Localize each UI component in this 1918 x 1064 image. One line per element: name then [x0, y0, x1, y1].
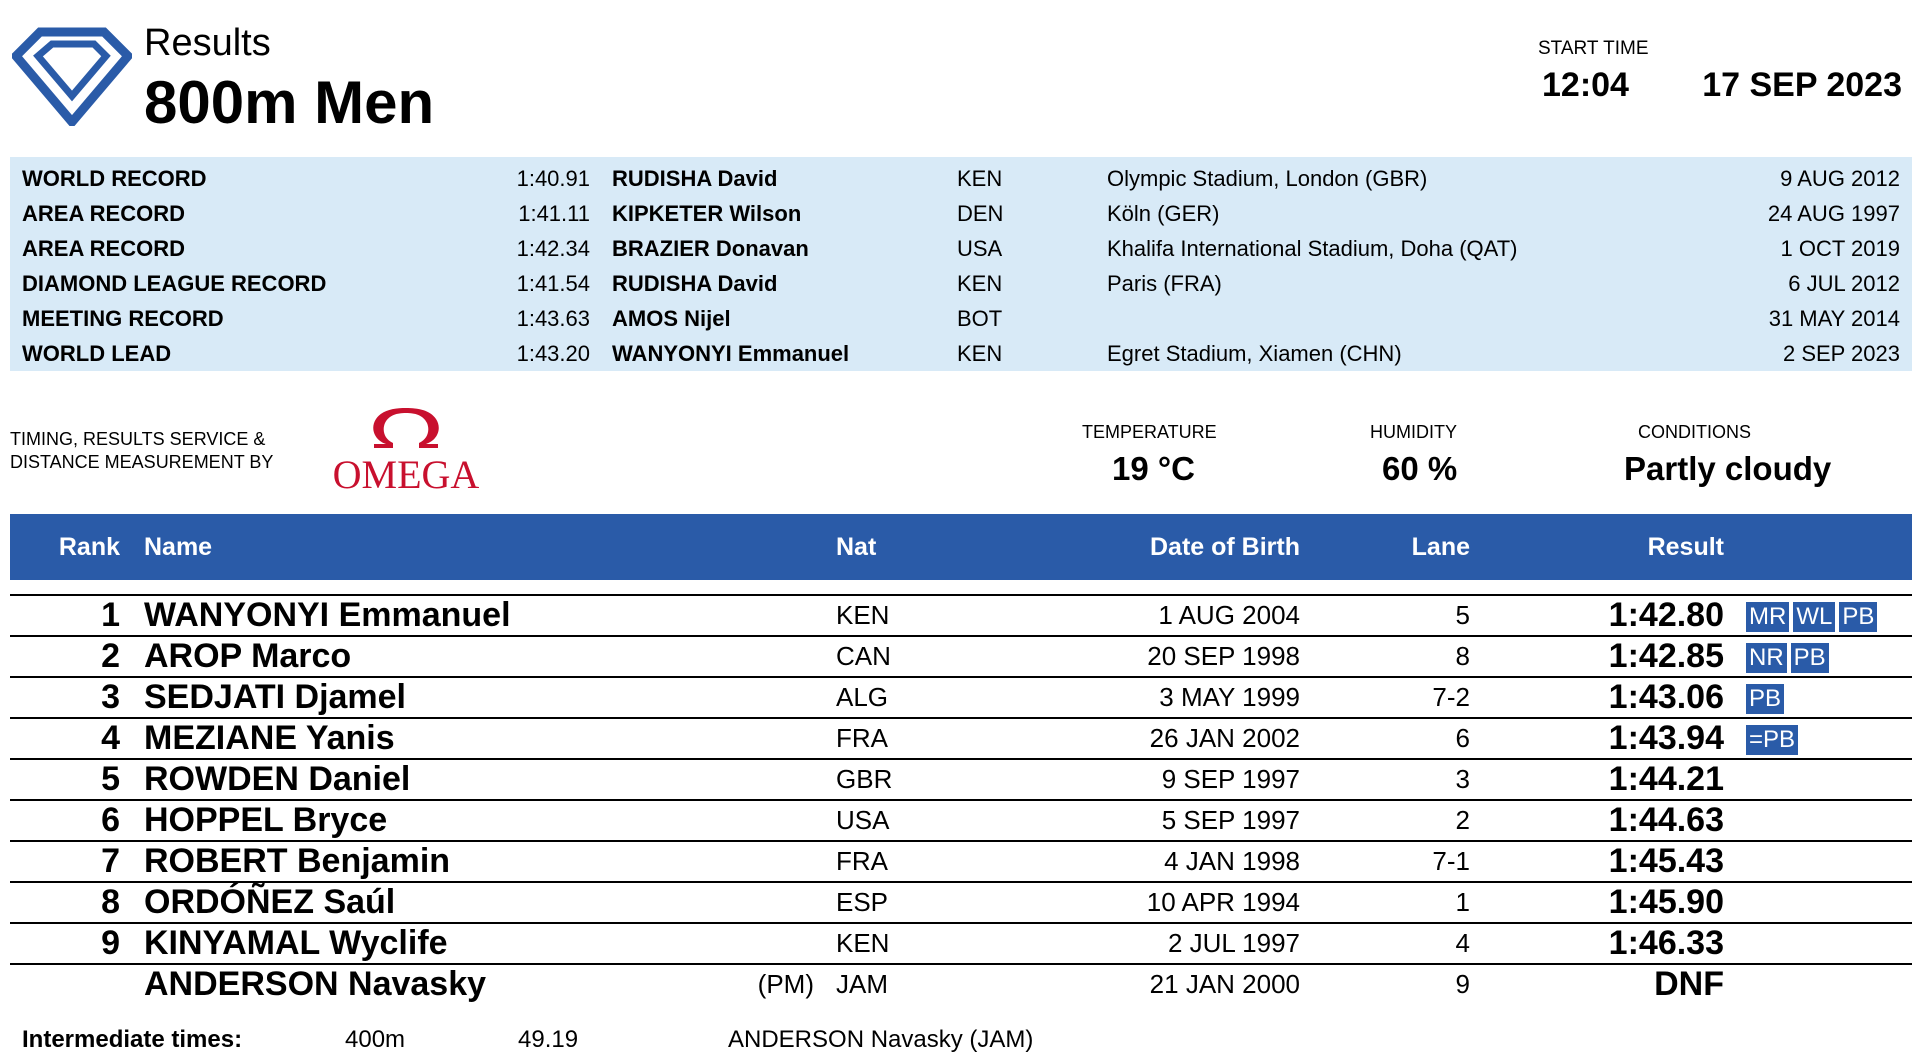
record-row	[10, 266, 1912, 301]
nat-cell: KEN	[814, 595, 1060, 636]
record-badge: PB	[1791, 643, 1829, 673]
dob-cell: 10 APR 1994	[1060, 882, 1300, 923]
table-row	[10, 923, 1912, 964]
record-venue	[1107, 301, 1703, 336]
name-cell: ORDÓÑEZ Saúl	[120, 882, 704, 923]
header-nat: Nat	[814, 514, 1060, 580]
name-cell: ROWDEN Daniel	[120, 759, 704, 800]
badges-cell	[1724, 841, 1912, 882]
table-row	[10, 718, 1912, 759]
record-athlete: RUDISHA David	[612, 270, 778, 296]
record-nat: KEN	[957, 270, 1003, 296]
record-date: 9 AUG 2012	[1780, 165, 1900, 191]
nat-cell: FRA	[814, 841, 1060, 882]
dob-cell: 21 JAN 2000	[1149, 969, 1300, 999]
record-row	[10, 301, 1912, 336]
dob-cell: 1 AUG 2004	[1060, 595, 1300, 636]
name-cell: WANYONYI Emmanuel	[120, 595, 704, 636]
note-cell	[704, 636, 814, 677]
note-cell	[704, 677, 814, 718]
rank-cell: 4	[10, 718, 120, 759]
result-cell: 1:42.80	[1470, 595, 1724, 636]
lane-cell: 8	[1300, 636, 1470, 677]
temperature-value: 19 °C	[1112, 450, 1195, 487]
header-rank: Rank	[10, 514, 120, 580]
result-cell: 1:43.94	[1470, 718, 1724, 759]
record-label: MEETING RECORD	[22, 305, 224, 331]
badges-cell	[1724, 718, 1912, 759]
lane-cell: 4	[1300, 923, 1470, 964]
name-cell: HOPPEL Bryce	[120, 800, 704, 841]
header-result: Result	[1470, 514, 1724, 580]
record-label: AREA RECORD	[22, 200, 185, 226]
rank-cell: 6	[10, 800, 120, 841]
badges-cell	[1724, 800, 1912, 841]
nat-cell: USA	[814, 800, 1060, 841]
record-nat: BOT	[957, 305, 1003, 331]
record-label: WORLD RECORD	[22, 165, 207, 191]
result-cell: 1:45.90	[1470, 882, 1724, 923]
table-row	[10, 759, 1912, 800]
record-badge: PB	[1839, 602, 1877, 632]
event-date: 17 SEP 2023	[1702, 66, 1902, 104]
record-venue: Paris (FRA)	[1107, 270, 1222, 296]
record-badge: PB	[1746, 684, 1784, 714]
record-date: 1 OCT 2019	[1780, 235, 1900, 261]
dob-cell: 2 JUL 1997	[1060, 923, 1300, 964]
lane-cell: 7-1	[1300, 841, 1470, 882]
badges-cell	[1724, 964, 1912, 1004]
temperature-label: TEMPERATURE	[1082, 422, 1217, 442]
record-badge: NR	[1746, 643, 1787, 673]
record-date: 31 MAY 2014	[1768, 305, 1900, 331]
record-venue: Köln (GER)	[1107, 200, 1220, 226]
dob-cell: 3 MAY 1999	[1060, 677, 1300, 718]
record-nat: KEN	[957, 340, 1003, 366]
intermediate-athlete: ANDERSON Navasky (JAM)	[728, 1026, 1034, 1053]
badges-cell	[1724, 882, 1912, 923]
result-cell: 1:43.06	[1470, 677, 1724, 718]
record-mark: 1:43.20	[516, 340, 590, 366]
table-row	[10, 882, 1912, 923]
name-cell: SEDJATI Djamel	[120, 677, 704, 718]
record-mark: 1:43.63	[516, 305, 590, 331]
rank-cell: 5	[10, 759, 120, 800]
header-name: Name	[120, 514, 704, 580]
results-label: Results	[144, 22, 271, 64]
result-cell: DNF	[1654, 965, 1724, 1003]
start-time: 12:04	[1542, 66, 1629, 104]
omega-wordmark: OMEGA	[332, 452, 480, 496]
record-nat: KEN	[957, 165, 1003, 191]
timing-credit-line2: DISTANCE MEASUREMENT BY	[10, 452, 274, 472]
rank-cell: 7	[10, 841, 120, 882]
record-badge: WL	[1793, 602, 1835, 632]
lane-cell: 6	[1300, 718, 1470, 759]
badges-cell	[1724, 677, 1912, 718]
lane-cell: 7-2	[1300, 677, 1470, 718]
timing-credit-line1: TIMING, RESULTS SERVICE &	[10, 429, 266, 449]
name-cell: AROP Marco	[120, 636, 704, 677]
results-header-row	[10, 514, 1912, 580]
conditions-value: Partly cloudy	[1624, 450, 1832, 487]
conditions-label: CONDITIONS	[1638, 422, 1752, 442]
record-athlete: WANYONYI Emmanuel	[612, 340, 850, 366]
record-mark: 1:41.54	[516, 270, 590, 296]
records-panel	[10, 157, 1912, 371]
dob-cell: 20 SEP 1998	[1060, 636, 1300, 677]
start-time-label: START TIME	[1538, 38, 1649, 59]
note-cell	[704, 759, 814, 800]
nat-cell: CAN	[814, 636, 1060, 677]
nat-cell: ALG	[814, 677, 1060, 718]
record-mark: 1:41.11	[518, 200, 590, 226]
nat-cell: KEN	[814, 923, 1060, 964]
record-badge: MR	[1746, 602, 1789, 632]
rank-cell	[10, 964, 120, 1004]
lane-cell: 9	[1455, 969, 1470, 999]
record-date: 6 JUL 2012	[1788, 270, 1900, 296]
results-table	[10, 514, 1912, 1004]
record-badge: =PB	[1746, 725, 1798, 755]
record-date: 2 SEP 2023	[1782, 340, 1900, 366]
record-row	[10, 196, 1912, 231]
name-cell: ROBERT Benjamin	[120, 841, 704, 882]
name-cell: ANDERSON Navasky	[144, 965, 487, 1003]
record-mark: 1:40.91	[516, 165, 590, 191]
badges-cell	[1724, 923, 1912, 964]
badges-cell	[1724, 759, 1912, 800]
record-venue: Olympic Stadium, London (GBR)	[1107, 165, 1428, 191]
record-nat: DEN	[957, 200, 1004, 226]
rank-cell: 3	[10, 677, 120, 718]
record-venue: Egret Stadium, Xiamen (CHN)	[1107, 340, 1402, 366]
table-row	[10, 964, 1912, 1004]
nat-cell: ESP	[814, 882, 1060, 923]
table-row	[10, 595, 1912, 636]
nat-cell: FRA	[814, 718, 1060, 759]
timing-credit	[10, 428, 273, 474]
humidity-label: HUMIDITY	[1370, 422, 1457, 442]
record-athlete: RUDISHA David	[612, 165, 778, 191]
result-cell: 1:44.63	[1470, 800, 1724, 841]
record-row	[10, 336, 1912, 371]
note-cell	[704, 882, 814, 923]
humidity-value: 60 %	[1382, 450, 1458, 487]
result-cell: 1:45.43	[1470, 841, 1724, 882]
table-row	[10, 841, 1912, 882]
record-venue: Khalifa International Stadium, Doha (QAT)	[1107, 235, 1518, 261]
intermediate-label: Intermediate times:	[22, 1026, 243, 1053]
diamond-league-logo-icon	[12, 26, 132, 126]
record-label: WORLD LEAD	[22, 340, 172, 366]
name-cell: MEZIANE Yanis	[120, 718, 704, 759]
result-cell: 1:46.33	[1470, 923, 1724, 964]
lane-cell: 1	[1300, 882, 1470, 923]
records-table	[10, 161, 1912, 371]
header-badges	[1724, 514, 1912, 580]
record-date: 24 AUG 1997	[1767, 200, 1900, 226]
badges-cell	[1724, 636, 1912, 677]
lane-cell: 3	[1300, 759, 1470, 800]
record-row	[10, 161, 1912, 196]
dob-cell: 4 JAN 1998	[1060, 841, 1300, 882]
intermediate-distance: 400m	[345, 1026, 406, 1053]
rank-cell: 9	[10, 923, 120, 964]
table-spacer	[10, 580, 1912, 595]
dob-cell: 26 JAN 2002	[1060, 718, 1300, 759]
lane-cell: 5	[1300, 595, 1470, 636]
result-cell: 1:44.21	[1470, 759, 1724, 800]
result-cell: 1:42.85	[1470, 636, 1724, 677]
page-title: 800m Men	[144, 69, 435, 136]
note-cell: (PM)	[757, 969, 814, 999]
dob-cell: 5 SEP 1997	[1060, 800, 1300, 841]
record-athlete: BRAZIER Donavan	[612, 235, 809, 261]
omega-logo-icon	[316, 406, 496, 496]
record-athlete: KIPKETER Wilson	[612, 200, 802, 226]
header-dob: Date of Birth	[1060, 514, 1300, 580]
rank-cell: 2	[10, 636, 120, 677]
note-cell	[704, 595, 814, 636]
record-label: DIAMOND LEAGUE RECORD	[22, 270, 327, 296]
record-athlete: AMOS Nijel	[612, 305, 731, 331]
note-cell	[704, 800, 814, 841]
record-row	[10, 231, 1912, 266]
dob-cell: 9 SEP 1997	[1060, 759, 1300, 800]
intermediate-time: 49.19	[518, 1026, 579, 1053]
record-nat: USA	[957, 235, 1003, 261]
badges-cell	[1724, 595, 1912, 636]
note-cell	[704, 718, 814, 759]
header-note	[704, 514, 814, 580]
nat-cell: JAM	[836, 969, 888, 999]
nat-cell: GBR	[814, 759, 1060, 800]
header-lane: Lane	[1300, 514, 1470, 580]
table-row	[10, 800, 1912, 841]
table-row	[10, 677, 1912, 718]
lane-cell: 2	[1300, 800, 1470, 841]
table-row	[10, 636, 1912, 677]
rank-cell: 8	[10, 882, 120, 923]
note-cell	[704, 841, 814, 882]
note-cell	[704, 923, 814, 964]
record-mark: 1:42.34	[516, 235, 590, 261]
name-cell: KINYAMAL Wyclife	[120, 923, 704, 964]
rank-cell: 1	[10, 595, 120, 636]
record-label: AREA RECORD	[22, 235, 185, 261]
